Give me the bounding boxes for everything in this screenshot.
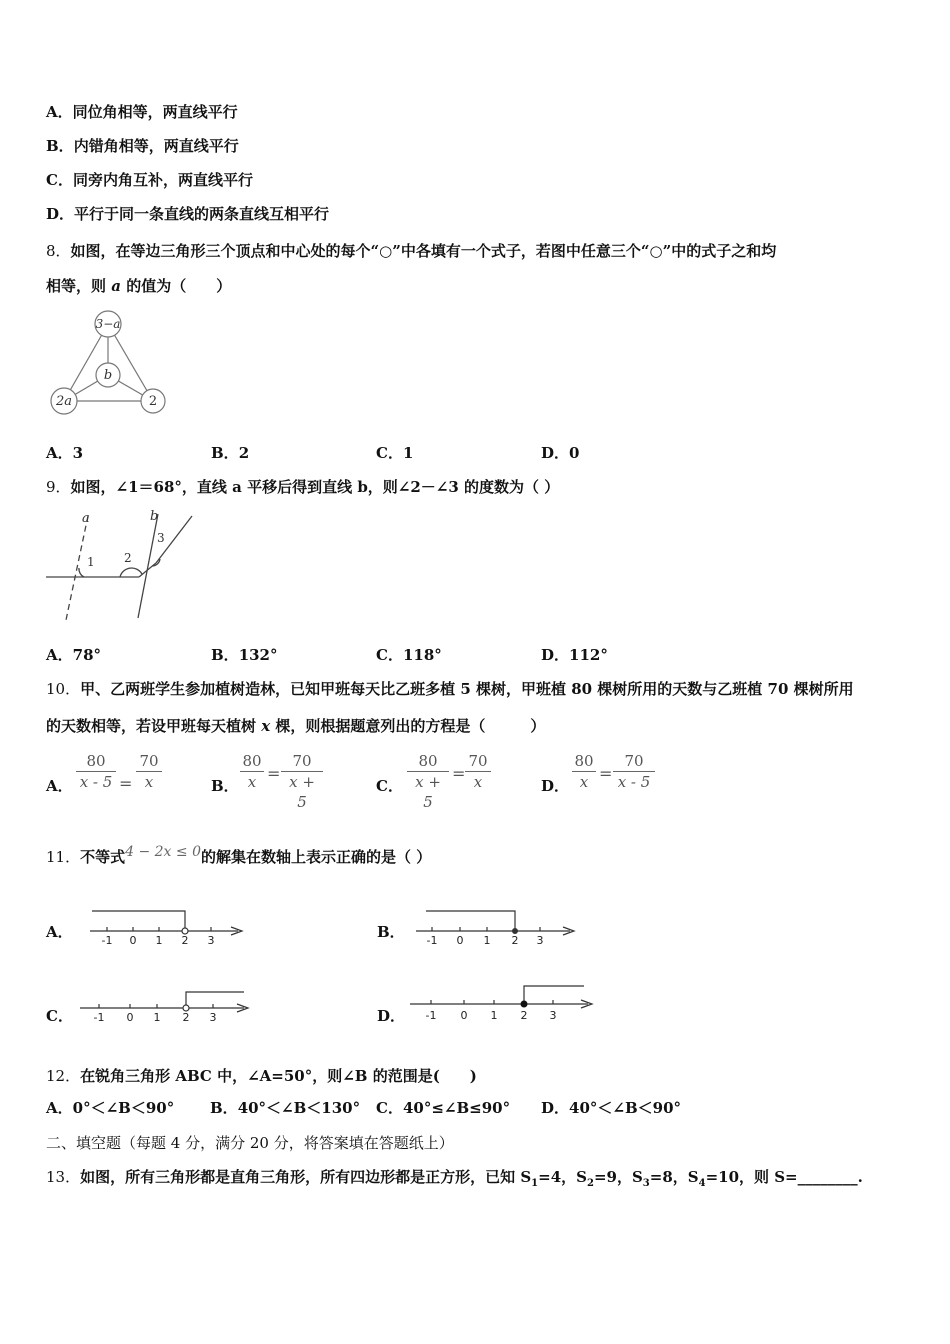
option-value: 0 — [569, 444, 580, 462]
question-number: 8． — [46, 242, 71, 260]
denominator: x - 5 — [617, 773, 651, 791]
variable: a — [111, 277, 121, 295]
section-heading: 二、填空题（每题 4 分，满分 20 分，将答案填在答题纸上） — [46, 1134, 454, 1152]
numerator: 80 — [86, 752, 106, 770]
q10-option-b-left-fraction — [240, 751, 264, 792]
q9-option-b — [211, 645, 278, 665]
q9-stem — [46, 476, 559, 498]
q8-stem-line1 — [46, 240, 776, 262]
option-label: C． — [376, 646, 403, 664]
q11-option-d-label: D． — [377, 1007, 406, 1025]
denominator: x + 5 — [289, 773, 315, 811]
q12-option-b — [210, 1098, 360, 1118]
subscript: 4 — [698, 1178, 706, 1189]
q8-stem-line2 — [46, 275, 231, 297]
question-number: 10． — [46, 680, 81, 698]
question-number: 11． — [46, 848, 81, 866]
q8-triangle-figure — [46, 308, 176, 420]
left-label: 2a — [55, 394, 73, 409]
question-text: =9，S — [593, 1168, 643, 1186]
denominator: x — [144, 773, 154, 791]
question-text: 的值为（ ） — [120, 277, 232, 295]
angle3-label: 3 — [157, 531, 165, 545]
line-b-label: b — [150, 509, 159, 524]
question-text: =8，S — [649, 1168, 699, 1186]
question-text: =4，S — [538, 1168, 587, 1186]
option-value: 132° — [238, 646, 278, 664]
tick-label: 1 — [155, 934, 163, 947]
question-text: 棵，则根据题意列出的方程是（ ） — [270, 717, 546, 735]
option-value: 40°≤∠B≤90° — [402, 1099, 511, 1117]
tick-label: 0 — [126, 1011, 134, 1024]
center-label: b — [103, 368, 113, 383]
denominator: x — [473, 773, 483, 791]
denominator: x — [247, 773, 257, 791]
option-text: 同旁内角互补，两直线平行 — [72, 171, 253, 189]
line-a-label: a — [82, 511, 90, 526]
question-text: =10，则 S= — [705, 1168, 798, 1186]
question-text: . — [857, 1168, 863, 1186]
q11-option-c-label: C． — [46, 1007, 73, 1025]
tick-label: -1 — [93, 1011, 105, 1024]
option-value: 3 — [72, 444, 84, 462]
angle2-label: 2 — [124, 551, 132, 565]
option-label: C． — [376, 1099, 403, 1117]
option-value: 1 — [402, 444, 414, 462]
option-text: 平行于同一条直线的两条直线互相平行 — [74, 205, 330, 223]
q10-stem-line2 — [46, 715, 545, 737]
q10-option-b-right-fraction — [281, 751, 323, 812]
option-value: 112° — [569, 646, 608, 664]
q10-option-a-right-fraction — [136, 751, 162, 792]
tick-label: 3 — [207, 934, 215, 947]
question-text: 不等式 — [80, 848, 126, 866]
question-text: 如图，∠1＝68°，直线 a 平移后得到直线 b，则∠2－∠3 的度数为（ ） — [70, 478, 560, 496]
q10-option-c-equals: = — [452, 764, 466, 783]
option-label: D． — [541, 646, 570, 664]
numerator: 70 — [292, 752, 312, 770]
q9-option-c — [376, 645, 442, 665]
numerator: 70 — [468, 752, 488, 770]
option-value: 0°＜∠B＜90° — [72, 1099, 175, 1117]
tick-label: -1 — [101, 934, 113, 947]
subscript: 2 — [586, 1178, 594, 1189]
angle1-label: 1 — [87, 555, 95, 569]
question-text: 甲、乙两班学生参加植树造林，已知甲班每天比乙班多植 5 棵树，甲班植 80 棵树所用的天数与乙班植 70 棵树所用 — [80, 680, 854, 698]
option-value: 2 — [238, 444, 250, 462]
option-label: B． — [211, 646, 239, 664]
option-text: 内错角相等，两直线平行 — [73, 137, 239, 155]
question-text: 在锐角三角形 ABC 中，∠A=50°，则∠B 的范围是( ) — [80, 1067, 477, 1085]
option-value: 118° — [402, 646, 442, 664]
tick-label: 0 — [460, 1009, 468, 1022]
tick-label: 0 — [129, 934, 137, 947]
q10-stem-line1 — [46, 678, 854, 700]
question-text: 如图，在等边三角形三个顶点和中心处的每个“○”中各填有一个式子，若图中任意三个“○”中的式子之和均 — [70, 242, 777, 260]
tick-label: 1 — [483, 934, 491, 947]
question-number: 13． — [46, 1168, 81, 1186]
q8-option-d — [541, 443, 579, 463]
q12-stem — [46, 1065, 477, 1087]
question-text: 如图，所有三角形都是直角三角形，所有四边形都是正方形，已知 S — [80, 1168, 532, 1186]
q10-option-d-right-fraction — [613, 751, 655, 792]
q11-option-a-label: A． — [46, 923, 73, 941]
q10-option-d-label: D． — [541, 777, 570, 795]
tick-label: 2 — [182, 1011, 190, 1024]
option-label: C． — [376, 444, 403, 462]
q9-option-d — [541, 645, 608, 665]
q10-option-c-right-fraction — [465, 751, 491, 792]
q12-option-a — [46, 1098, 174, 1118]
variable: x — [261, 717, 271, 735]
q10-option-c-left-fraction — [407, 751, 449, 812]
tick-label: -1 — [426, 934, 438, 947]
right-label: 2 — [148, 394, 158, 409]
tick-label: -1 — [425, 1009, 437, 1022]
q10-option-a-label: A． — [46, 777, 73, 795]
q11-option-a-number-line — [86, 906, 248, 948]
option-label: A． — [46, 444, 73, 462]
q10-option-c-label: C． — [376, 777, 403, 795]
denominator: x - 5 — [79, 773, 113, 791]
q10-option-d-left-fraction — [572, 751, 596, 792]
q7-option-b — [46, 135, 239, 157]
numerator: 70 — [624, 752, 644, 770]
q10-option-b-equals: = — [267, 764, 281, 783]
option-value: 40°＜∠B＜130° — [237, 1099, 361, 1117]
q11-stem — [46, 846, 431, 869]
subscript: 1 — [531, 1178, 539, 1189]
option-label: B． — [211, 444, 239, 462]
tick-label: 2 — [181, 934, 189, 947]
q10-option-d-equals: = — [599, 764, 613, 783]
option-label: B． — [46, 137, 74, 155]
q8-option-a — [46, 443, 83, 463]
q9-option-a — [46, 645, 101, 665]
option-value: 78° — [72, 646, 102, 664]
tick-label: 1 — [153, 1011, 161, 1024]
numerator: 80 — [242, 752, 262, 770]
q8-option-b — [211, 443, 249, 463]
q11-option-b-label: B． — [377, 923, 405, 941]
option-label: A． — [46, 646, 73, 664]
numerator: 80 — [418, 752, 438, 770]
q13-stem — [46, 1166, 863, 1195]
option-label: D． — [46, 205, 75, 223]
option-label: C． — [46, 171, 73, 189]
answer-blank[interactable]: ________ — [797, 1168, 858, 1186]
option-value: 40°＜∠B＜90° — [569, 1099, 682, 1117]
q8-option-c — [376, 443, 413, 463]
q7-option-c — [46, 169, 253, 191]
q10-option-a-equals: = — [119, 774, 133, 793]
top-label: 3−a — [95, 317, 121, 331]
q11-option-b-number-line — [412, 906, 580, 948]
subscript: 3 — [642, 1178, 650, 1189]
q11-option-d-number-line — [406, 982, 598, 1028]
inequality-image: 4 − 2x ≤ 0 — [125, 844, 201, 860]
numerator: 80 — [574, 752, 594, 770]
q7-option-d — [46, 203, 329, 225]
question-text: 的天数相等，若设甲班每天植树 — [46, 717, 262, 735]
option-label: D． — [541, 444, 570, 462]
tick-label: 3 — [549, 1009, 557, 1022]
q7-option-a — [46, 101, 238, 123]
q11-option-c-number-line — [76, 988, 254, 1030]
question-text: 的解集在数轴上表示正确的是（ ） — [201, 848, 432, 866]
option-text: 同位角相等，两直线平行 — [72, 103, 238, 121]
tick-label: 3 — [536, 934, 544, 947]
q12-option-d — [541, 1098, 681, 1118]
tick-label: 0 — [456, 934, 464, 947]
q9-parallel-lines-figure — [44, 506, 194, 624]
option-label: A． — [46, 103, 73, 121]
option-label: D． — [541, 1099, 570, 1117]
option-label: B． — [210, 1099, 238, 1117]
denominator: x — [579, 773, 589, 791]
tick-label: 2 — [520, 1009, 528, 1022]
tick-label: 2 — [511, 934, 519, 947]
numerator: 70 — [139, 752, 159, 770]
denominator: x + 5 — [415, 773, 441, 811]
tick-label: 3 — [209, 1011, 217, 1024]
question-number: 12． — [46, 1067, 81, 1085]
q10-option-b-label: B． — [211, 777, 239, 795]
q10-option-a-left-fraction — [76, 751, 116, 792]
option-label: A． — [46, 1099, 73, 1117]
tick-label: 1 — [490, 1009, 498, 1022]
question-text: 相等，则 — [46, 277, 112, 295]
question-number: 9． — [46, 478, 71, 496]
q12-option-c — [376, 1098, 510, 1118]
